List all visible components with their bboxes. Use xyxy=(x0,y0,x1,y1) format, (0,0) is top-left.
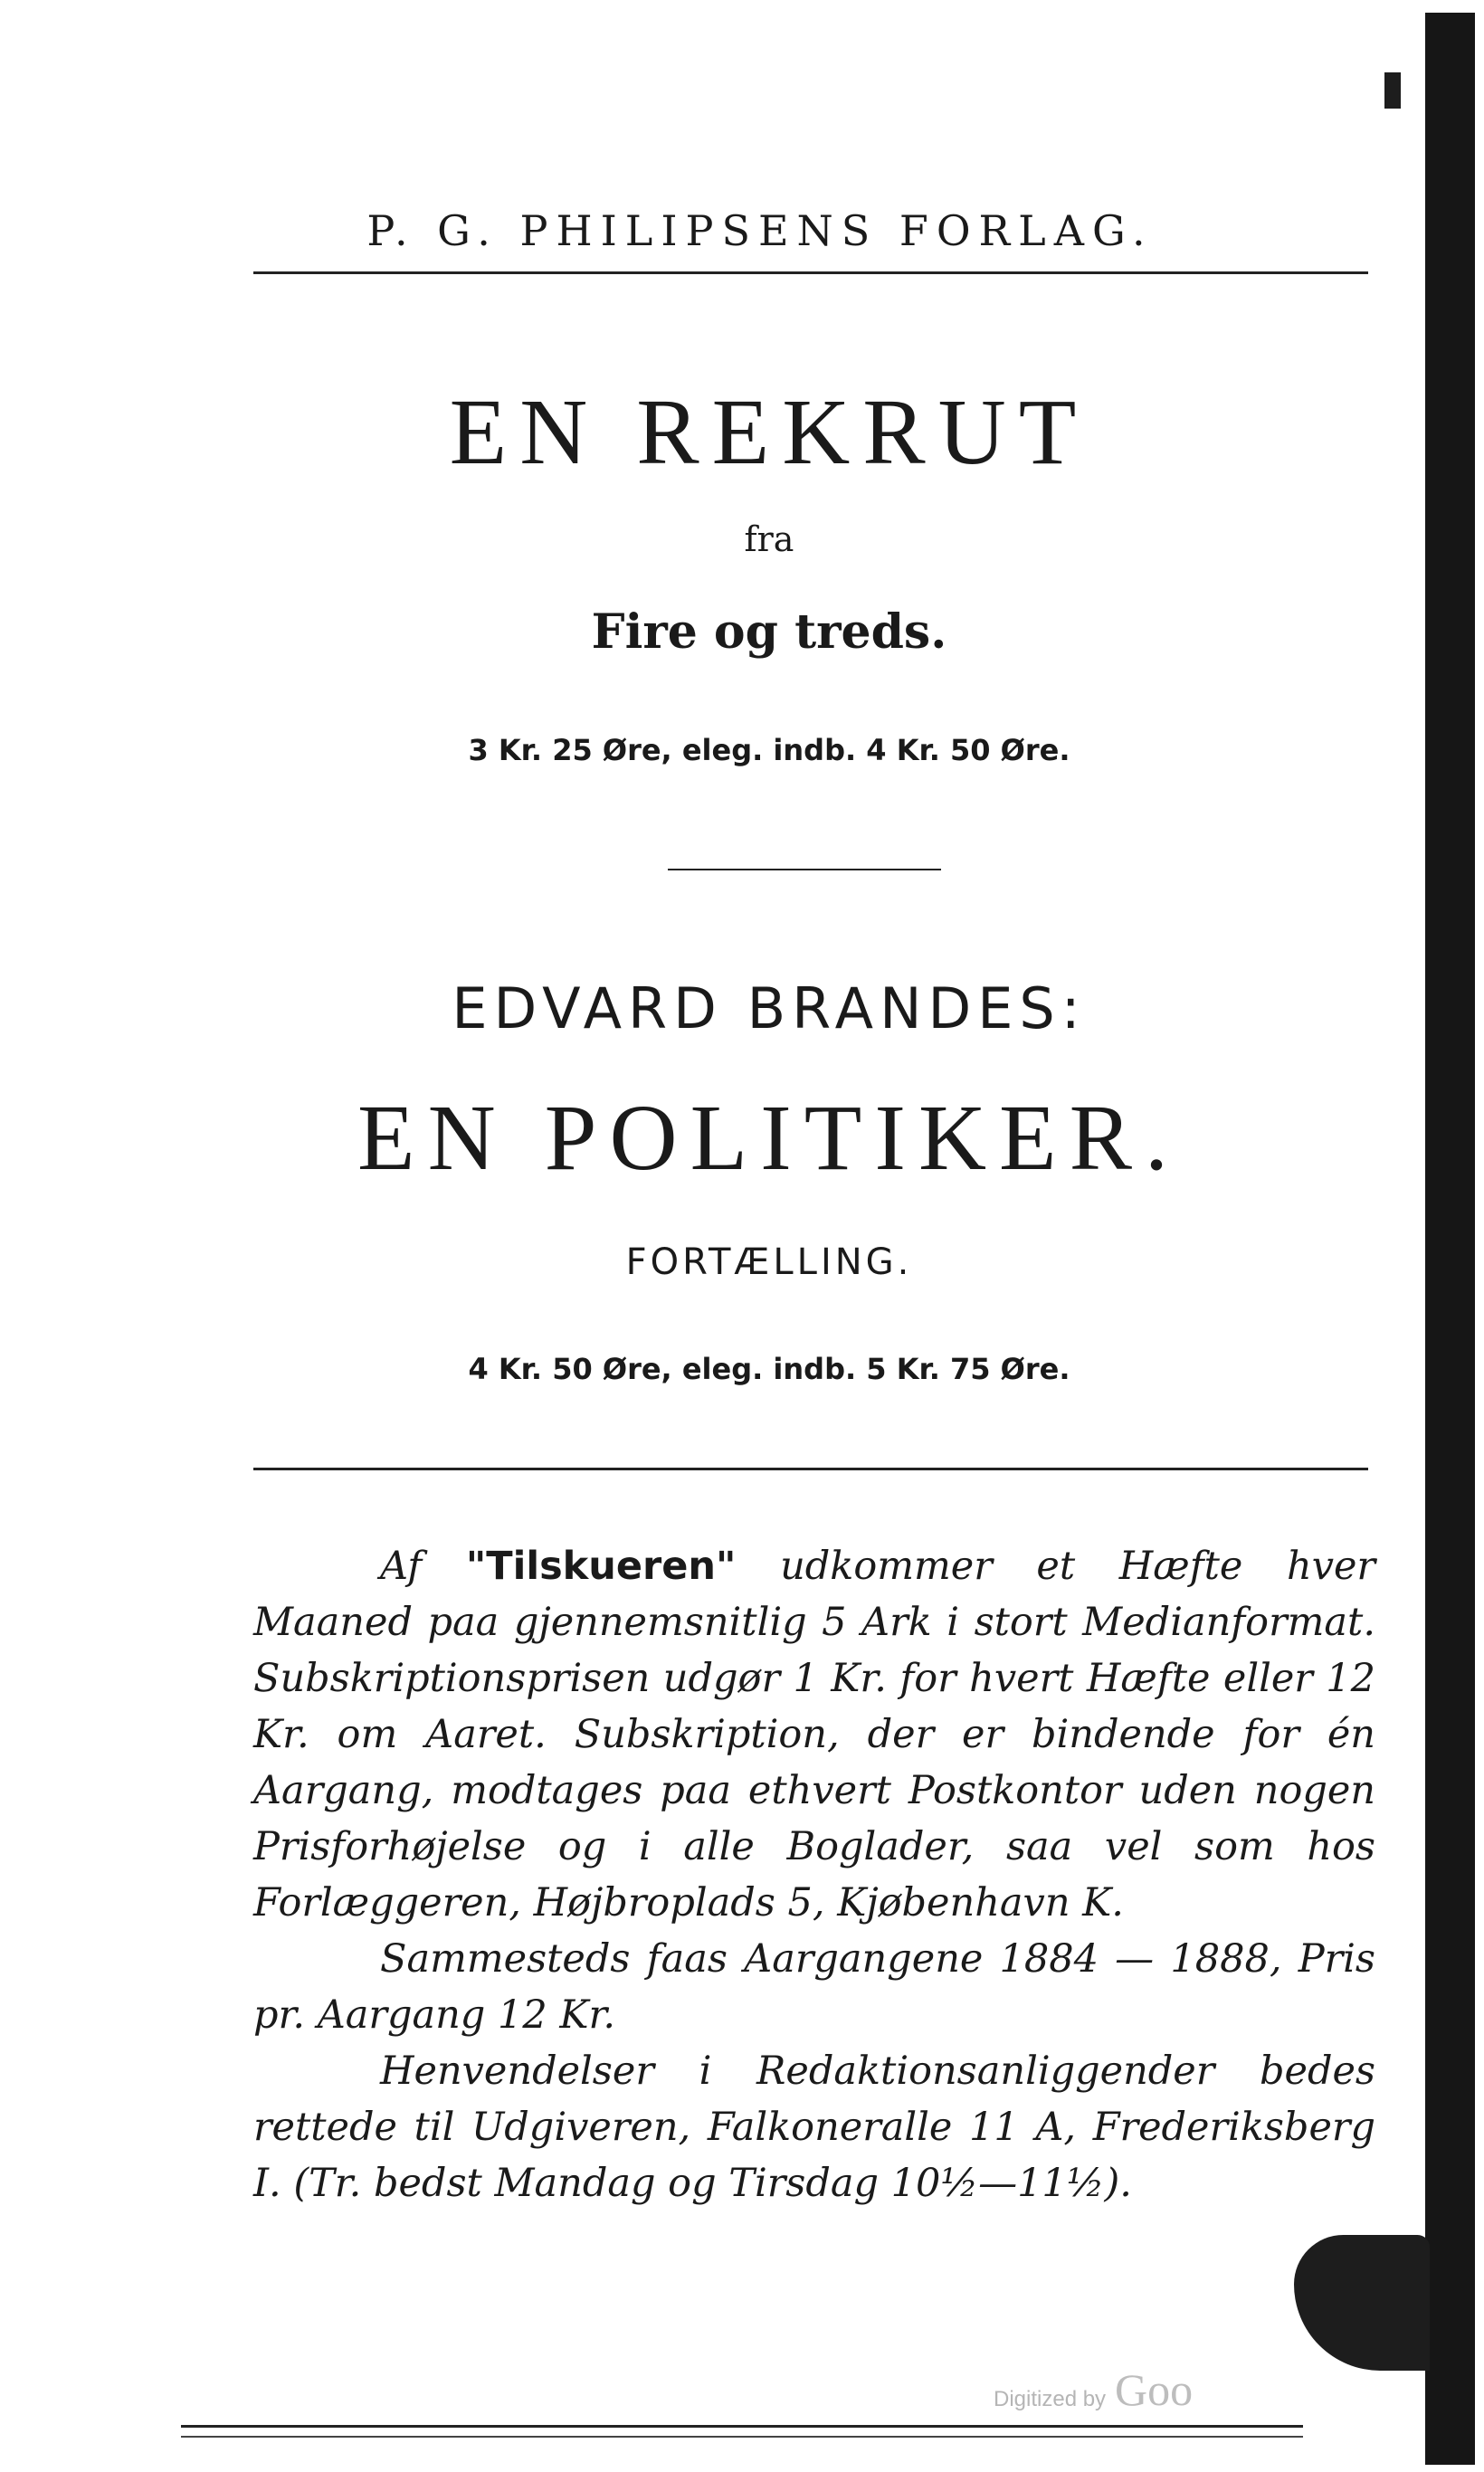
scan-mark xyxy=(1384,72,1401,109)
footer-rule-secondary xyxy=(181,2436,1303,2438)
book2-price: 4 Kr. 50 Øre, eleg. indb. 5 Kr. 75 Øre. xyxy=(468,1352,1070,1386)
announcement-rule xyxy=(253,1468,1368,1470)
header-rule xyxy=(253,271,1368,274)
book2-author: EDVARD BRANDES: xyxy=(452,975,1087,1041)
scan-damage-blot xyxy=(1294,2235,1430,2371)
announcement-paragraph-2: Sammesteds faas Aargangene 1884 — 1888, Pris pr. Aargang 12 Kr. xyxy=(253,1936,1375,2038)
digitized-by-label: Digitized by xyxy=(994,2387,1107,2411)
footer-rule xyxy=(181,2425,1303,2428)
p1-rest: udkommer et Hæfte hver Maaned paa gjennemsnitlig 5 Ark i stort Medianformat. Subskriptionsprisen udgør 1 Kr. for hvert Hæfte eller 12 Kr. om Aaret. Subskription, der er bindende for én Aargang, modtages paa ethvert Postkontor uden nogen Prisforhøjelse og i alle Boglader, saa vel som hos Forlæggeren, Højbroplads 5, Kjøbenhavn K. xyxy=(253,1544,1375,1925)
book1-title: EN REKRUT xyxy=(449,380,1089,484)
announcement-paragraph-3: Henvendelser i Redaktionsanliggender bedes rettede til Udgiveren, Falkoneralle 11 A, Frederiksberg I. (Tr. bedst Mandag og Tirsdag 10½—11½). xyxy=(253,2049,1375,2206)
book1-fra: fra xyxy=(744,519,794,559)
publisher-header: P. G. PHILIPSENS FORLAG. xyxy=(366,206,1154,255)
book2-title: EN POLITIKER. xyxy=(357,1086,1181,1190)
announcement-paragraph-1 xyxy=(253,1538,1375,1931)
book1-price: 3 Kr. 25 Øre, eleg. indb. 4 Kr. 50 Øre. xyxy=(468,733,1070,767)
section-divider xyxy=(668,869,941,870)
book2-genre: FORTÆLLING. xyxy=(625,1241,913,1283)
magazine-name: "Tilskueren" xyxy=(465,1544,737,1589)
p1-start: Af xyxy=(380,1544,466,1589)
announcement-text xyxy=(253,1538,1375,2211)
google-logo: Goo xyxy=(1115,2364,1194,2415)
book1-subtitle: Fire og treds. xyxy=(591,604,947,660)
